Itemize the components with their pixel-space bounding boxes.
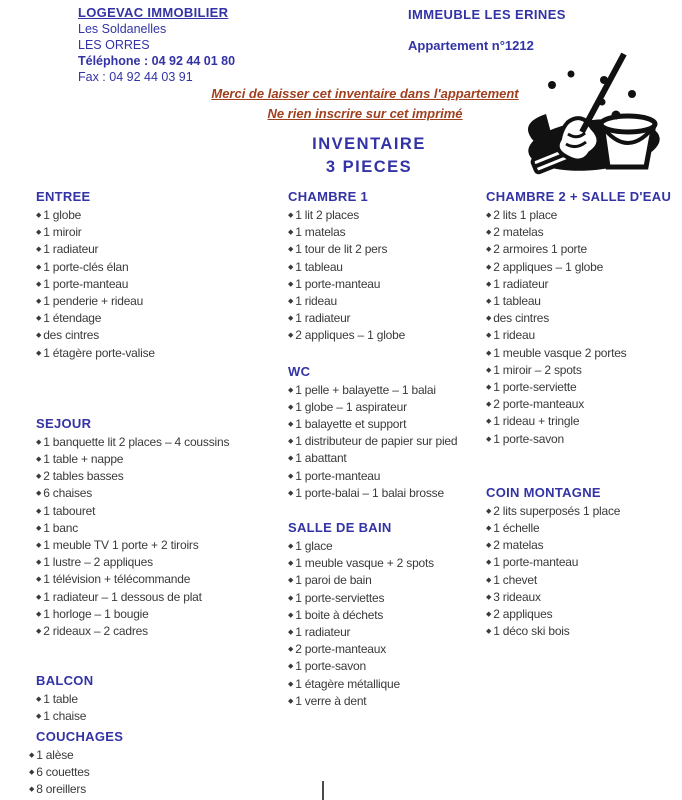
inventory-item [36,503,288,520]
inventory-item [36,345,288,362]
inventory-item [486,327,682,344]
bullet-icon: ◆ [486,611,492,619]
item-text: 6 chaises [43,486,93,501]
item-text: 1 meuble vasque 2 portes [493,345,627,360]
section-title: CHAMBRE 2 + SALLE D'EAU [486,189,672,204]
bullet-icon: ◆ [288,560,294,568]
inventory-item [486,520,682,537]
item-text: 1 porte-clés élan [43,259,129,274]
item-text: 2 lits 1 place [493,208,558,222]
bullet-icon: ◆ [36,507,42,515]
item-text: 2 porte-manteaux [295,642,387,657]
inventory-item [486,379,682,396]
inventory-item [36,606,288,623]
inventory-item [288,293,486,310]
item-text: 1 radiateur [295,625,351,640]
inventory-item [486,572,682,589]
bullet-icon: ◆ [288,577,294,585]
inventory-item [36,708,288,725]
bullet-icon: ◆ [36,628,42,636]
item-text: 1 meuble vasque + 2 spots [295,556,434,571]
item-text: 2 tables basses [43,469,124,484]
item-text: 1 porte-savon [295,659,366,674]
apartment-number: Appartement n°1212 [408,38,534,53]
item-text: 1 table + nappe [43,452,124,467]
bullet-icon: ◆ [36,315,42,323]
item-text: 2 porte-manteaux [493,397,585,412]
item-text: 1 tableau [295,259,343,274]
page-fold-mark [322,781,324,800]
inventory-item [288,607,486,624]
item-text: 1 miroir – 2 spots [493,362,582,377]
inventory-item [288,259,486,276]
bullet-icon: ◆ [288,229,294,237]
inventory-item [486,413,682,430]
item-text: 1 boite à déchets [295,607,384,622]
item-text: 1 porte-serviette [493,380,577,395]
inventory-item [288,276,486,293]
section-wc [288,363,486,502]
inventory-item [288,416,486,433]
inventory-item [288,658,486,675]
inventory-item [36,691,288,708]
agency-name: LOGEVAC IMMOBILIER [78,5,229,20]
item-text: 1 déco ski bois [493,624,570,639]
item-text: 8 oreillers [36,782,87,797]
bullet-icon: ◆ [288,680,294,688]
inventory-item [486,207,682,224]
section-items [36,691,288,725]
bullet-icon: ◆ [288,386,294,394]
agency-residence: Les Soldanelles [78,22,167,36]
bullet-icon: ◆ [288,212,294,219]
inventory-item [486,241,682,258]
bullet-icon: ◆ [36,280,42,288]
item-text: des cintres [493,311,550,326]
bullet-icon: ◆ [288,455,294,463]
item-text: des cintres [43,328,100,343]
section-coin-montagne [486,484,682,641]
item-text: 1 alèse [36,747,74,762]
inventory-item [36,589,288,606]
inventory-item [486,431,682,448]
section-salle-de-bain [288,519,486,710]
bullet-icon: ◆ [288,663,294,671]
agency-fax: Fax : 04 92 44 03 91 [78,70,193,84]
inventory-item [288,693,486,710]
bullet-icon: ◆ [486,593,492,601]
bullet-icon: ◆ [486,280,492,288]
section-chambre-2-salle-d-eau [486,188,682,448]
section-items [288,382,486,502]
bullet-icon: ◆ [486,435,492,443]
item-text: 2 rideaux – 2 cadres [43,624,148,639]
item-text: 1 étagère métallique [295,676,400,691]
bullet-icon: ◆ [36,524,42,532]
section-items [36,434,288,640]
item-text: 2 matelas [493,538,544,553]
inventory-item [36,451,288,468]
item-text: 2 appliques [493,607,553,622]
bullet-icon: ◆ [36,263,42,271]
bullet-icon: ◆ [288,421,294,429]
item-text: 1 lustre – 2 appliques [43,555,153,570]
inventory-item [486,589,682,606]
item-text: 6 couettes [36,764,90,779]
title-line-2: 3 PIECES [325,158,413,176]
bullet-icon: ◆ [36,349,42,357]
bullet-icon: ◆ [486,229,492,237]
inventory-item [288,327,486,344]
bullet-icon: ◆ [36,456,42,464]
item-text: 1 rideau + tringle [493,414,580,429]
item-text: 1 globe [43,208,82,222]
title-line-1: INVENTAIRE [312,135,426,153]
bullet-icon: ◆ [288,315,294,323]
bullet-icon: ◆ [486,384,492,392]
inventory-item [288,224,486,241]
section-items [29,747,288,799]
inventory-item [486,537,682,554]
item-text: 1 chevet [493,572,537,587]
item-text: 1 rideau [493,328,535,343]
inventory-item [486,276,682,293]
bullet-icon: ◆ [36,542,42,550]
bullet-icon: ◆ [36,713,42,721]
bullet-icon: ◆ [29,768,35,776]
inventory-item [486,606,682,623]
section-entree [36,188,288,362]
bullet-icon: ◆ [36,229,42,237]
agency-phone: Téléphone : 04 92 44 01 80 [78,54,236,68]
column-left [29,188,288,798]
section-items [36,207,288,362]
item-text: 3 rideaux [493,589,541,604]
item-text: 1 banquette lit 2 places – 4 coussins [43,434,230,449]
bullet-icon: ◆ [486,401,492,409]
item-text: 1 banc [43,520,79,535]
column-middle [288,188,486,710]
bullet-icon: ◆ [29,751,35,759]
bullet-icon: ◆ [36,298,42,306]
inventory-item [36,259,288,276]
notice-line-2: Ne rien inscrire sur cet imprimé [267,106,463,121]
item-text: 1 porte-savon [493,431,564,446]
item-text: 2 matelas [493,225,544,240]
bullet-icon: ◆ [36,576,42,584]
inventory-item [36,468,288,485]
inventory-item [288,433,486,450]
inventory-item [36,224,288,241]
bullet-icon: ◆ [486,246,492,254]
bullet-icon: ◆ [486,418,492,426]
inventory-item [36,241,288,258]
inventory-item [36,207,288,224]
inventory-columns [29,188,682,798]
item-text: 1 horloge – 1 bougie [43,606,149,621]
section-sejour [36,415,288,640]
bullet-icon: ◆ [36,438,42,446]
agency-city: LES ORRES [78,38,150,52]
bullet-icon: ◆ [288,697,294,705]
bullet-icon: ◆ [288,263,294,271]
inventory-item [288,590,486,607]
bullet-icon: ◆ [288,332,294,340]
bullet-icon: ◆ [486,212,492,219]
item-text: 1 table [43,692,78,707]
bullet-icon: ◆ [486,507,492,515]
item-text: 2 armoires 1 porte [493,242,587,257]
inventory-item [29,764,288,781]
item-text: 2 appliques – 1 globe [493,259,604,274]
bullet-icon: ◆ [486,525,492,533]
bullet-icon: ◆ [36,610,42,618]
inventory-item [36,537,288,554]
item-text: 1 porte-serviettes [295,590,385,605]
inventory-item [36,623,288,640]
bullet-icon: ◆ [29,786,35,794]
bullet-icon: ◆ [486,332,492,340]
section-title: COUCHAGES [36,728,124,744]
item-text: 1 tabouret [43,503,96,518]
bullet-icon: ◆ [486,349,492,357]
inventory-item [36,571,288,588]
inventory-item [486,224,682,241]
item-text: 1 chaise [43,709,87,724]
item-text: 1 tour de lit 2 pers [295,242,388,257]
item-text: 1 porte-manteau [295,468,381,483]
bullet-icon: ◆ [486,366,492,374]
inventory-item [29,747,288,764]
inventory-item [288,485,486,502]
inventory-item [36,293,288,310]
inventory-item [29,781,288,798]
section-items [486,207,682,448]
building-header [408,7,566,54]
item-text: 1 meuble TV 1 porte + 2 tiroirs [43,538,199,553]
notice-line-1: Merci de laisser cet inventaire dans l'appartement [211,86,519,101]
inventory-item [486,259,682,276]
section-items [288,207,486,345]
item-text: 1 radiateur – 1 dessous de plat [43,589,202,604]
item-text: 1 porte-manteau [43,276,129,291]
inventory-item [486,554,682,571]
bullet-icon: ◆ [486,576,492,584]
inventory-item [288,207,486,224]
inventory-item [36,310,288,327]
section-items [288,538,486,710]
bullet-icon: ◆ [288,246,294,254]
bullet-icon: ◆ [486,298,492,306]
inventory-item [288,450,486,467]
item-text: 1 télévision + télécommande [43,572,191,587]
inventory-item [486,503,682,520]
section-title: CHAMBRE 1 [288,189,368,204]
bullet-icon: ◆ [36,212,42,219]
item-text: 1 étagère porte-valise [43,345,155,360]
bullet-icon: ◆ [486,559,492,567]
inventory-item [288,555,486,572]
item-text: 1 miroir [43,225,82,240]
bullet-icon: ◆ [36,696,42,704]
item-text: 1 tableau [493,294,541,309]
bullet-icon: ◆ [486,315,492,323]
item-text: 1 rideau [295,294,337,309]
item-text: 1 échelle [493,521,540,536]
bullet-icon: ◆ [486,542,492,550]
item-text: 1 balayette et support [295,417,407,432]
inventory-item [486,362,682,379]
bullet-icon: ◆ [36,490,42,498]
item-text: 1 paroi de bain [295,573,372,588]
item-text: 1 porte-manteau [493,555,579,570]
item-text: 1 globe – 1 aspirateur [295,399,407,414]
inventory-item [36,520,288,537]
item-text: 1 distributeur de papier sur pied [295,434,458,449]
inventory-item [288,538,486,555]
section-title: WC [288,363,311,379]
inventory-item [36,276,288,293]
item-text: 1 pelle + balayette – 1 balai [295,382,436,397]
bullet-icon: ◆ [486,628,492,636]
item-text: 1 radiateur [493,276,549,291]
bullet-icon: ◆ [486,263,492,271]
item-text: 1 porte-balai – 1 balai brosse [295,485,444,500]
inventory-item [486,345,682,362]
item-text: 1 verre à dent [295,693,367,708]
inventory-item [486,396,682,413]
bullet-icon: ◆ [288,298,294,306]
bullet-icon: ◆ [36,559,42,567]
inventory-item [486,293,682,310]
inventory-item [288,572,486,589]
bullet-icon: ◆ [288,489,294,497]
inventory-item [288,241,486,258]
inventory-item [288,624,486,641]
item-text: 2 appliques – 1 globe [295,328,406,343]
building-name: IMMEUBLE LES ERINES [408,7,566,22]
bullet-icon: ◆ [36,593,42,601]
inventory-item [486,623,682,640]
bullet-icon: ◆ [288,403,294,411]
section-title: SALLE DE BAIN [288,520,392,536]
item-text: 1 porte-manteau [295,276,381,291]
item-text: 1 penderie + rideau [43,294,144,309]
item-text: 1 abattant [295,451,347,466]
item-text: 1 radiateur [295,311,351,326]
section-couchages [29,728,288,799]
bullet-icon: ◆ [288,543,294,551]
item-text: 1 étendage [43,311,102,326]
section-items [486,503,682,641]
inventory-item [36,554,288,571]
item-text: 1 radiateur [43,242,99,257]
bullet-icon: ◆ [288,629,294,637]
bullet-icon: ◆ [36,473,42,481]
item-text: 2 lits superposés 1 place [493,503,621,518]
inventory-item [36,327,288,344]
inventory-item [288,676,486,693]
bullet-icon: ◆ [288,594,294,602]
section-title: SEJOUR [36,415,92,431]
section-title: BALCON [36,673,94,689]
bullet-icon: ◆ [288,611,294,619]
item-text: 1 glace [295,539,333,554]
item-text: 1 lit 2 places [295,208,360,222]
document-title [0,133,682,179]
inventory-item [288,468,486,485]
section-balcon [36,672,288,725]
section-chambre-1 [288,188,486,345]
agency-header [78,5,235,85]
inventory-item [288,399,486,416]
inventory-item [288,382,486,399]
bullet-icon: ◆ [288,280,294,288]
inventory-item [36,485,288,502]
bullet-icon: ◆ [288,438,294,446]
bullet-icon: ◆ [288,646,294,654]
inventory-item [288,310,486,327]
bullet-icon: ◆ [288,472,294,480]
bullet-icon: ◆ [36,246,42,254]
section-title: ENTREE [36,189,91,204]
inventory-item [486,310,682,327]
inventory-item [288,641,486,658]
section-title: COIN MONTAGNE [486,484,601,500]
column-right [486,188,682,640]
item-text: 1 matelas [295,225,346,240]
inventory-item [36,434,288,451]
bullet-icon: ◆ [36,332,42,340]
